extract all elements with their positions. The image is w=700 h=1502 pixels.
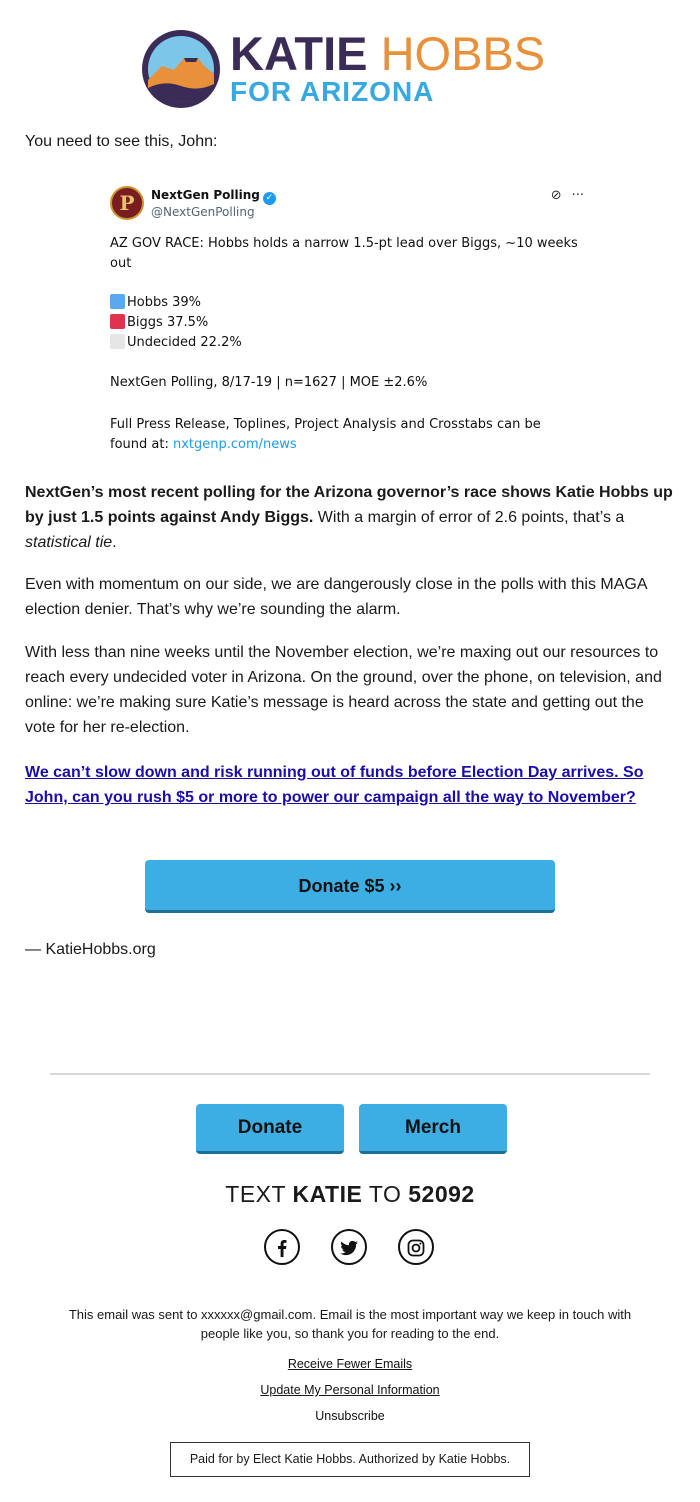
facebook-icon: [272, 1238, 292, 1258]
blue-square-icon: [110, 294, 125, 309]
signature: — KatieHobbs.org: [25, 941, 156, 958]
greeting: You need to see this, John:: [25, 133, 218, 150]
paragraph-alarm: Even with momentum on our side, we are dangerously close in the polls with this MAGA election denier. That’s why we’re sounding the alarm.: [25, 576, 647, 618]
press-link[interactable]: nxtgenp.com/news: [172, 437, 297, 452]
twitter-link[interactable]: [331, 1229, 367, 1265]
campaign-logo: [140, 28, 560, 110]
twitter-icon: [339, 1238, 359, 1258]
tweet-handle: @NextGenPolling: [151, 205, 255, 219]
paid-for-disclaimer: Paid for by Elect Katie Hobbs. Authorized by Katie Hobbs.: [170, 1442, 530, 1477]
footer-note: This email was sent to xxxxxx@gmail.com. Email is the most important way we keep in touch with people like you, so thank you for reading to the end.: [68, 1307, 632, 1341]
tweet-embed[interactable]: [110, 186, 590, 456]
receive-fewer-emails-link[interactable]: [0, 1357, 700, 1371]
grok-icon: ⊘: [550, 188, 562, 203]
poll-result-bold: NextGen’s most recent polling for the Arizona governor’s race shows Katie Hobbs up by just 1.5 points against Andy Biggs.: [25, 484, 673, 526]
tweet-poll-meta: NextGen Polling, 8/17-19 | n=1627 | MOE ±2.6%: [110, 375, 428, 390]
poll-result-italic: statistical tie: [25, 534, 113, 551]
footer-divider: [50, 1073, 650, 1075]
tweet-actions: [541, 188, 584, 203]
tweet-author-name: [151, 188, 276, 205]
paragraph-resources: With less than nine weeks until the November election, we’re maxing out our resources to reach every undecided voter in Arizona. On the ground, over the phone, on television, and online: we’re making sure Katie’s message is heard across the state and getting out the vote for her re-election.: [25, 644, 662, 736]
tweet-results-list: [110, 293, 242, 353]
unsubscribe-link[interactable]: [0, 1409, 700, 1423]
footer-merch-button[interactable]: Merch: [359, 1104, 507, 1154]
donate-ask-link[interactable]: [25, 760, 677, 810]
logo-tagline: FOR ARIZONA: [230, 76, 435, 107]
text-to: TO: [362, 1181, 409, 1207]
result-biggs: [110, 313, 242, 333]
instagram-link[interactable]: [398, 1229, 434, 1265]
result-hobbs: [110, 293, 242, 313]
instagram-icon: [406, 1238, 426, 1258]
result-biggs-label: Biggs 37.5%: [127, 315, 209, 330]
red-square-icon: [110, 314, 125, 329]
tweet-author-label: NextGen Polling: [151, 188, 260, 202]
footer-donate-button[interactable]: Donate: [196, 1104, 344, 1154]
arizona-mesa-logo-icon: [140, 28, 222, 110]
text-to-join: [0, 1181, 700, 1208]
more-options-icon: ···: [571, 188, 584, 203]
tweet-avatar: P: [110, 186, 144, 220]
logo-last-name: HOBBS: [380, 27, 546, 80]
result-undecided-label: Undecided 22.2%: [127, 335, 242, 350]
update-info-link[interactable]: [0, 1383, 700, 1397]
text-prefix: TEXT: [225, 1181, 293, 1207]
update-info-label[interactable]: Update My Personal Information: [260, 1383, 440, 1397]
result-undecided: [110, 333, 242, 353]
text-keyword: KATIE: [292, 1181, 363, 1207]
logo-first-name: KATIE: [230, 27, 368, 80]
paragraph-poll-result: [25, 480, 677, 555]
donate-ask-link-text[interactable]: We can’t slow down and risk running out of funds before Election Day arrives. So John, can you rush $5 or more to power our campaign all the way to November?: [25, 764, 644, 806]
poll-result-rest: With a margin of error of 2.6 points, that’s a: [313, 509, 625, 526]
unsubscribe-label[interactable]: Unsubscribe: [315, 1409, 385, 1423]
donate-5-button[interactable]: Donate $5 ››: [145, 860, 555, 913]
verified-badge-icon: ✓: [263, 192, 276, 205]
press-text: Full Press Release, Toplines, Project Analysis and Crosstabs can be found at:: [110, 417, 541, 452]
poll-result-end: .: [112, 534, 117, 551]
logo-wordmark: [230, 27, 546, 80]
white-square-icon: [110, 334, 125, 349]
tweet-text: AZ GOV RACE: Hobbs holds a narrow 1.5-pt lead over Biggs, ~10 weeks out: [110, 236, 578, 271]
text-number: 52092: [408, 1181, 475, 1207]
tweet-press-text: [110, 415, 580, 455]
receive-fewer-emails-label[interactable]: Receive Fewer Emails: [287, 1357, 413, 1371]
facebook-link[interactable]: [264, 1229, 300, 1265]
result-hobbs-label: Hobbs 39%: [127, 295, 202, 310]
